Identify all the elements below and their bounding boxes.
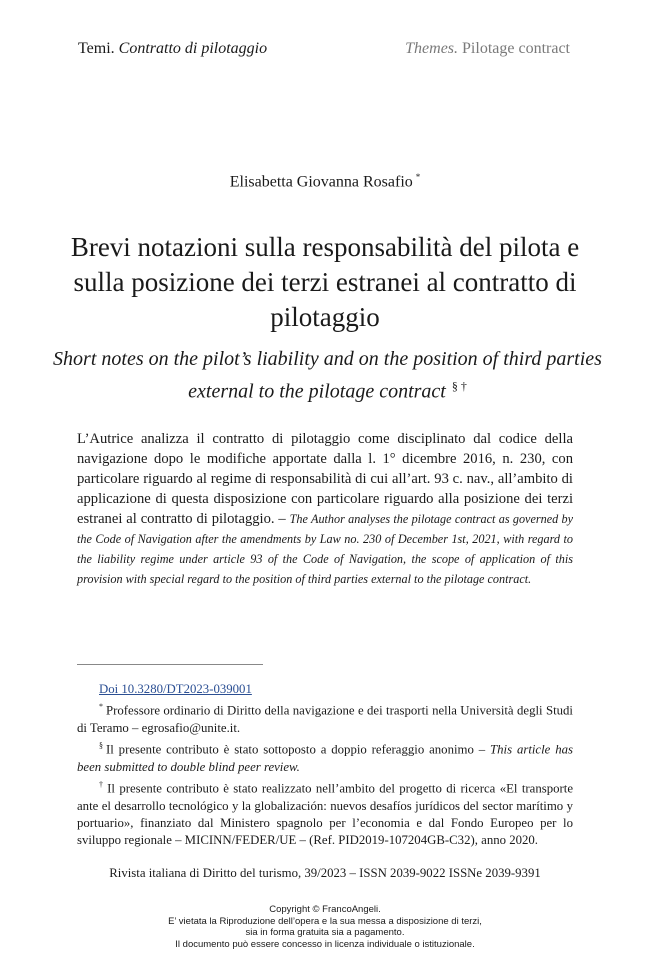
footnote-text-english: This article has been submitted to double blind peer review. bbox=[77, 742, 573, 774]
running-head bbox=[78, 40, 570, 62]
copyright-notice bbox=[0, 904, 650, 950]
footnote-text: Il presente contributo è stato sottoposto a doppio referaggio anonimo – bbox=[106, 742, 486, 757]
footnote-mark: § bbox=[99, 741, 103, 751]
abstract bbox=[77, 429, 573, 589]
footnote-author bbox=[77, 698, 573, 737]
footnote-text: Professore ordinario di Diritto della navigazione e dei trasporti nella Università degli Studi di Teramo – egrosafio@unite.it. bbox=[77, 703, 573, 735]
author-footnote-mark: * bbox=[415, 172, 421, 182]
article-subtitle bbox=[40, 346, 615, 406]
copyright-line: sia in forma gratuita sia a pagamento. bbox=[245, 927, 405, 939]
running-head-right bbox=[405, 40, 570, 58]
subtitle-text: Short notes on the pilot’s liability and on the position of third parties external to the pilotage contract bbox=[53, 348, 602, 403]
copyright-line: Copyright © FrancoAngeli. bbox=[269, 904, 381, 915]
doi-link[interactable]: Doi 10.3280/DT2023-039001 bbox=[99, 682, 252, 696]
author-name: Elisabetta Giovanna Rosafio bbox=[229, 173, 413, 191]
running-head-section-en: Themes. bbox=[405, 40, 459, 57]
footnote-review bbox=[77, 737, 573, 776]
article-title: Brevi notazioni sulla responsabilità del pilota e sulla posizione dei terzi estranei al contratto di pilotaggio bbox=[70, 232, 580, 332]
subtitle-footnote-marks: § † bbox=[451, 379, 467, 393]
footnote-funding bbox=[77, 776, 573, 849]
journal-citation: Rivista italiana di Diritto del turismo, 39/2023 – ISSN 2039-9022 ISSNe 2039-9391 bbox=[109, 866, 541, 880]
author-line bbox=[0, 172, 650, 191]
footnote-mark: † bbox=[99, 780, 105, 790]
running-head-section: Temi. bbox=[78, 40, 115, 57]
running-head-topic-en: Pilotage contract bbox=[462, 40, 570, 57]
footnote-separator bbox=[77, 664, 263, 665]
running-head-left bbox=[78, 40, 267, 58]
copyright-line: E’ vietata la Riproduzione dell’opera e la sua messa a disposizione di terzi, bbox=[168, 915, 482, 927]
abstract-italian: L’Autrice analizza il contratto di pilotaggio come disciplinato dal codice della navigazione dopo le modifiche apportate dalla l. 1° dicembre 2016, n. 230, con particolare riguardo al regime di responsabilità di cui all’art. 93 c. nav., all’ambito di applicazione di questa disposizione con particolare riguardo alla posizione dei terzi estranei al contratto di pilotaggio. – bbox=[77, 431, 573, 527]
footnotes bbox=[77, 681, 573, 849]
running-head-topic: Contratto di pilotaggio bbox=[118, 40, 268, 57]
footnote-mark: * bbox=[99, 702, 103, 712]
copyright-line: Il documento può essere concesso in licenza individuale o istituzionale. bbox=[175, 938, 475, 950]
abstract-english: The Author analyses the pilotage contract as governed by the Code of Navigation after the amendments by Law no. 230 of December 1st, 2021, with regard to the liability regime under article 93 of the Code of Navigation, the scope of application of this provision with special regard to the position of third parties external to the pilotage contract. bbox=[77, 512, 574, 586]
footnote-text: Il presente contributo è stato realizzato nell’ambito del progetto di ricerca «El transporte ante el desarrollo tecnológico y la globalización: nuevos desafíos jurídicos del sector marítimo y portuario», finanziato dal Ministero spagnolo per l’economia e dal Fondo Europeo per lo sviluppo regionale – MICINN/FEDER/UE – (Ref. PID2019-107204GB-C32), anno 2020. bbox=[77, 781, 573, 848]
